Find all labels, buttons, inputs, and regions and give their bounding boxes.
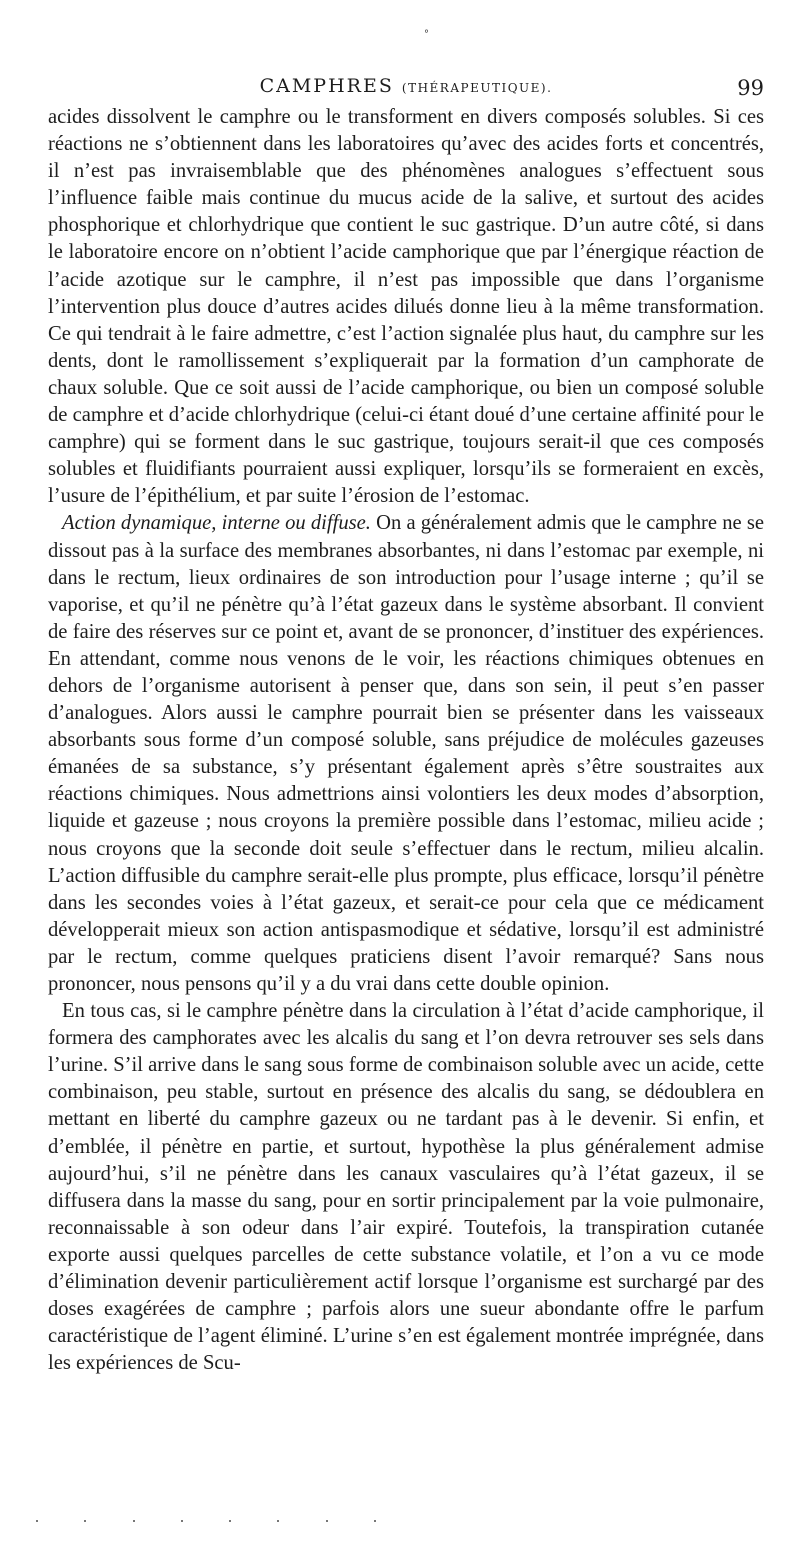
running-head-title: CAMPHRES — [259, 75, 394, 97]
scan-dot — [133, 1520, 135, 1522]
page-header — [48, 68, 764, 104]
running-head-subtitle: (THÉRAPEUTIQUE). — [401, 81, 553, 95]
running-head — [48, 68, 764, 106]
scan-dot — [84, 1520, 86, 1522]
scan-dot — [277, 1520, 279, 1522]
bottom-scan-noise — [36, 1520, 376, 1524]
section-lead-italic: Action dynamique, interne ou diffuse. — [62, 512, 371, 535]
scan-dot — [326, 1520, 328, 1522]
scan-dot — [181, 1520, 183, 1522]
scan-dot — [374, 1520, 376, 1522]
body-text — [48, 104, 764, 1377]
paragraph-continuation: acides dissolvent le camphre ou le transforment en divers composés solubles. Si ces réactions ne s’obtiennent dans les laboratoires qu’avec des acides forts et concentrés, il n’est pas invraisemblable que des phénomènes analogues s’effectuent sous l’influence faible mais continue du mucus acide de la salive, et surtout des acides phosphorique et chlorhydrique que contient le suc gastrique. D’un autre côté, si dans le laboratoire encore on n’obtient l’acide camphorique que par l’énergique réaction de l’acide azotique sur le camphre, il n’est pas impossible que dans l’organisme l’intervention plus douce d’autres acides dilués donne lieu à la même transformation. Ce qui tendrait à le faire admettre, c’est l’action signalée plus haut, du camphre sur les dents, dont le ramollissement s’expliquerait par la formation d’un camphorate de chaux soluble. Que ce soit aussi de l’acide camphorique, ou bien un composé soluble de camphre et d’acide chlorhydrique (celui-ci étant doué d’une certaine affinité pour le camphre) qui se forment dans le suc gastrique, toujours serait-il que ces composés solubles et fluidifiants pourraient aussi expliquer, lorsqu’ils se formeraient en excès, l’usure de l’épithélium, et par suite l’érosion de l’estomac. — [48, 106, 764, 508]
paragraph-en-tous-cas: En tous cas, si le camphre pénètre dans la circulation à l’état d’acide camphorique, il formera des camphorates avec les alcalis du sang et l’on devra retrouver ses sels dans l’urine. S’il arrive dans le sang sous forme de combinaison soluble avec un acide, cette combinaison, peu stable, surtout en présence des alcalis du sang, se dédoublera en mettant en liberté du camphre gazeux ou ne tardant pas à le devenir. Si enfin, et d’emblée, il pénètre en partie, et surtout, hypothèse la plus généralement admise aujourd’hui, s’il ne pénètre dans les canaux vasculaires qu’à l’état gazeux, il se diffusera dans la masse du sang, pour en sortir principalement par la voie pulmonaire, reconnaissable à son odeur dans l’air expiré. Toutefois, la transpiration cutanée exporte aussi quelques parcelles de cette substance volatile, et l’on a vu ce mode d’élimination devenir particulièrement actif lorsque l’organisme est surchargé par des doses exagérées de camphre ; parfois alors une sueur abondante offre le parfum caractéristique de l’agent éliminé. L’urine s’en est également montrée imprégnée, dans les expériences de Scu- — [48, 1000, 764, 1375]
page-number: 99 — [737, 76, 764, 100]
scan-dot — [229, 1520, 231, 1522]
print-speck: ° — [424, 29, 429, 40]
paragraph-action-dynamique — [48, 510, 764, 998]
scan-dot — [36, 1520, 38, 1522]
paragraph-body: On a généralement admis que le camphre ne se dissout pas à la surface des membranes absorbantes, ni dans l’estomac par exemple, ni dans le rectum, lieux ordinaires de son introduction pour l’usage interne ; qu’il se vaporise, et qu’il ne pénètre qu’à l’état gazeux dans le système absorbant. Il convient de faire des réserves sur ce point et, avant de se prononcer, d’instituer des expériences. En attendant, comme nous venons de le voir, les réactions chimiques obtenues en dehors de l’organisme autorisent à penser que, dans son sein, il peut s’en passer d’analogues. Alors aussi le camphre pourrait bien se présenter dans les vaisseaux absorbants sous forme d’un composé soluble, sans préjudice de molécules gazeuses émanées de sa substance, s’y présentant également après s’être soustraites aux réactions chimiques. Nous admettrions ainsi volontiers les deux modes d’absorption, liquide et gazeuse ; nous croyons la première possible dans l’estomac, milieu acide ; nous croyons que la seconde doit seule s’effectuer dans le rectum, milieu alcalin. L’action diffusible du camphre serait-elle plus prompte, plus efficace, lorsqu’il pénètre dans les secondes voies à l’état gazeux, et serait-ce pour cela que ce médicament développerait mieux son action antispasmodique et sédative, lorsqu’il est administré par le rectum, comme quelques praticiens disent l’avoir remarqué? Sans nous prononcer, nous pensons qu’il y a du vrai dans cette double opinion. — [48, 512, 764, 995]
